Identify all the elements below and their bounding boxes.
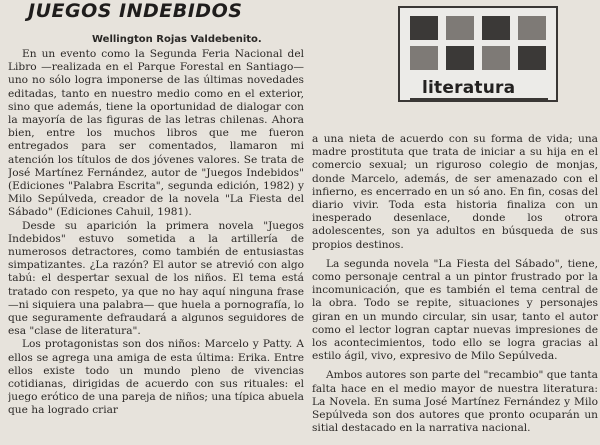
paragraph-6: Ambos autores son parte del "recambio" que tanta falta hace en el medio mayor de nuestra literatura: La Novela. En suma José Martínez Fernández y Milo Sepúlveda son dos autores que pronto ocuparán un sitial destacado en la narrativa nacional. — [312, 369, 598, 435]
section-label: literatura — [422, 78, 516, 98]
paragraph-4: a una nieta de acuerdo con su forma de vida; una madre prostituta que trata de iniciar a su hija en el comercio sexual; un riguroso colegio de monjas, donde Marcelo, además, de ser amenazado con el infierno, es encerrado en un só ano. En fin, cosas del diario vivir. Toda esta historia finaliza con un inesperado desenlace, donde los otrora adolescentes, son ya adultos en búsqueda de sus propios destinos. — [312, 133, 598, 251]
section-logo — [398, 6, 558, 102]
paragraph-3: Los protagonistas son dos niños: Marcelo y Patty. A ellos se agrega una amiga de esta última: Erika. Entre ellos existe todo un mundo pleno de vivencias cotidianas, dirigidas de acuerdo con sus rituales: el juego erótico de una pareja de niños; una típica abuela que ha logrado criar — [8, 338, 304, 417]
article-right-column — [312, 133, 598, 445]
logo-blocks-graphic — [408, 14, 550, 74]
paragraph-2: Desde su aparición la primera novela "Juegos Indebidos" estuvo sometida a la artillería de numerosos detractores, como también de entusiastas simpatizantes. ¿La razón? El autor se atrevió con algo tabú: el despertar sexual de los niños. El tema está tratado con respeto, ya que no hay aquí ninguna frase —ni siquiera una palabra— que huela a pornografía, lo que seguramente defraudará a algunos seguidores de esa "clase de literatura". — [8, 219, 304, 338]
paragraph-1: En un evento como la Segunda Feria Nacional del Libro —realizada en el Parque Forestal en Santiago— uno no sólo logra imponerse de las últimas novedades editadas, tanto en nuestro medio como en el exterior, sino que además, tiene la oportunidad de dialogar con la mayoría de las figuras de las letras chilenas. Ahora bien, entre los muchos libros que me fueron entregados para ser comentados, llamaron mi atención los títulos de dos jóvenes valores. Se trata de José Martínez Fernández, autor de "Juegos Indebidos" (Ediciones "Palabra Escrita", segunda edición, 1982) y Milo Sepúlveda, creador de la novela "La Fiesta del Sábado" (Ediciones Cahuil, 1981). — [8, 48, 304, 219]
paragraph-5: La segunda novela "La Fiesta del Sábado", tiene, como personaje central a un pintor frustrado por la incomunicación, que es también el tema central de la obra. Todo se repite, situaciones y personajes giran en un mundo circular, sin usar, tanto el autor como el lector logran captar nuevas impresiones de los acontecimientos, todo ello se logra gracias al estilo ágil, vivo, expresivo de Milo Sepúlveda. — [312, 257, 598, 363]
article-byline: Wellington Rojas Valdebenito. — [92, 34, 262, 45]
article-left-column — [8, 48, 304, 445]
logo-underline — [410, 98, 548, 100]
article-title: JUEGOS INDEBIDOS — [28, 0, 243, 22]
